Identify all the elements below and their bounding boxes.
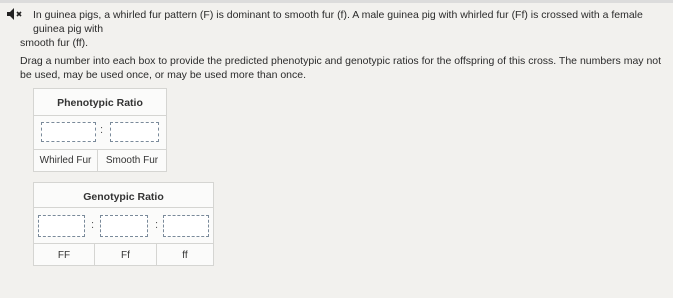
ratio-separator: : xyxy=(155,219,159,231)
phenotypic-ratio-title: Phenotypic Ratio xyxy=(57,97,143,109)
phenotypic-ratio-table xyxy=(33,88,167,172)
ratio-separator: : xyxy=(100,124,104,136)
phenotype-whirled-drop-box[interactable] xyxy=(41,122,96,142)
instructions-text: Drag a number into each box to provide the predicted phenotypic and genotypic ratios for the offspring of this cross. The numbers may not be used, may be used once, or may be used more than once. xyxy=(20,55,662,81)
genotypic-ratio-title: Genotypic Ratio xyxy=(83,191,164,203)
label-ff: ff xyxy=(182,250,188,261)
divider xyxy=(34,115,166,116)
label-Ff: Ff xyxy=(121,250,130,261)
speaker-icon[interactable] xyxy=(6,7,24,21)
label-smooth-fur: Smooth Fur xyxy=(105,155,159,166)
divider xyxy=(34,243,213,244)
genotypic-ratio-table xyxy=(33,182,214,266)
question-line-2: smooth fur (ff). xyxy=(20,37,89,49)
divider xyxy=(34,149,166,150)
divider xyxy=(34,207,213,208)
top-divider xyxy=(0,0,673,3)
genotype-Ff-drop-box[interactable] xyxy=(100,215,148,237)
genotype-ff-drop-box[interactable] xyxy=(163,215,209,237)
phenotype-smooth-drop-box[interactable] xyxy=(110,122,159,142)
question-text xyxy=(20,8,663,50)
label-FF: FF xyxy=(57,250,71,261)
genotype-FF-drop-box[interactable] xyxy=(38,215,85,237)
question-line-1: In guinea pigs, a whirled fur pattern (F) is dominant to smooth fur (f). A male guinea pig with whirled fur (Ff) is crossed with a female guinea pig with xyxy=(33,9,643,35)
label-whirled-fur: Whirled Fur xyxy=(39,155,92,166)
ratio-separator: : xyxy=(91,219,95,231)
